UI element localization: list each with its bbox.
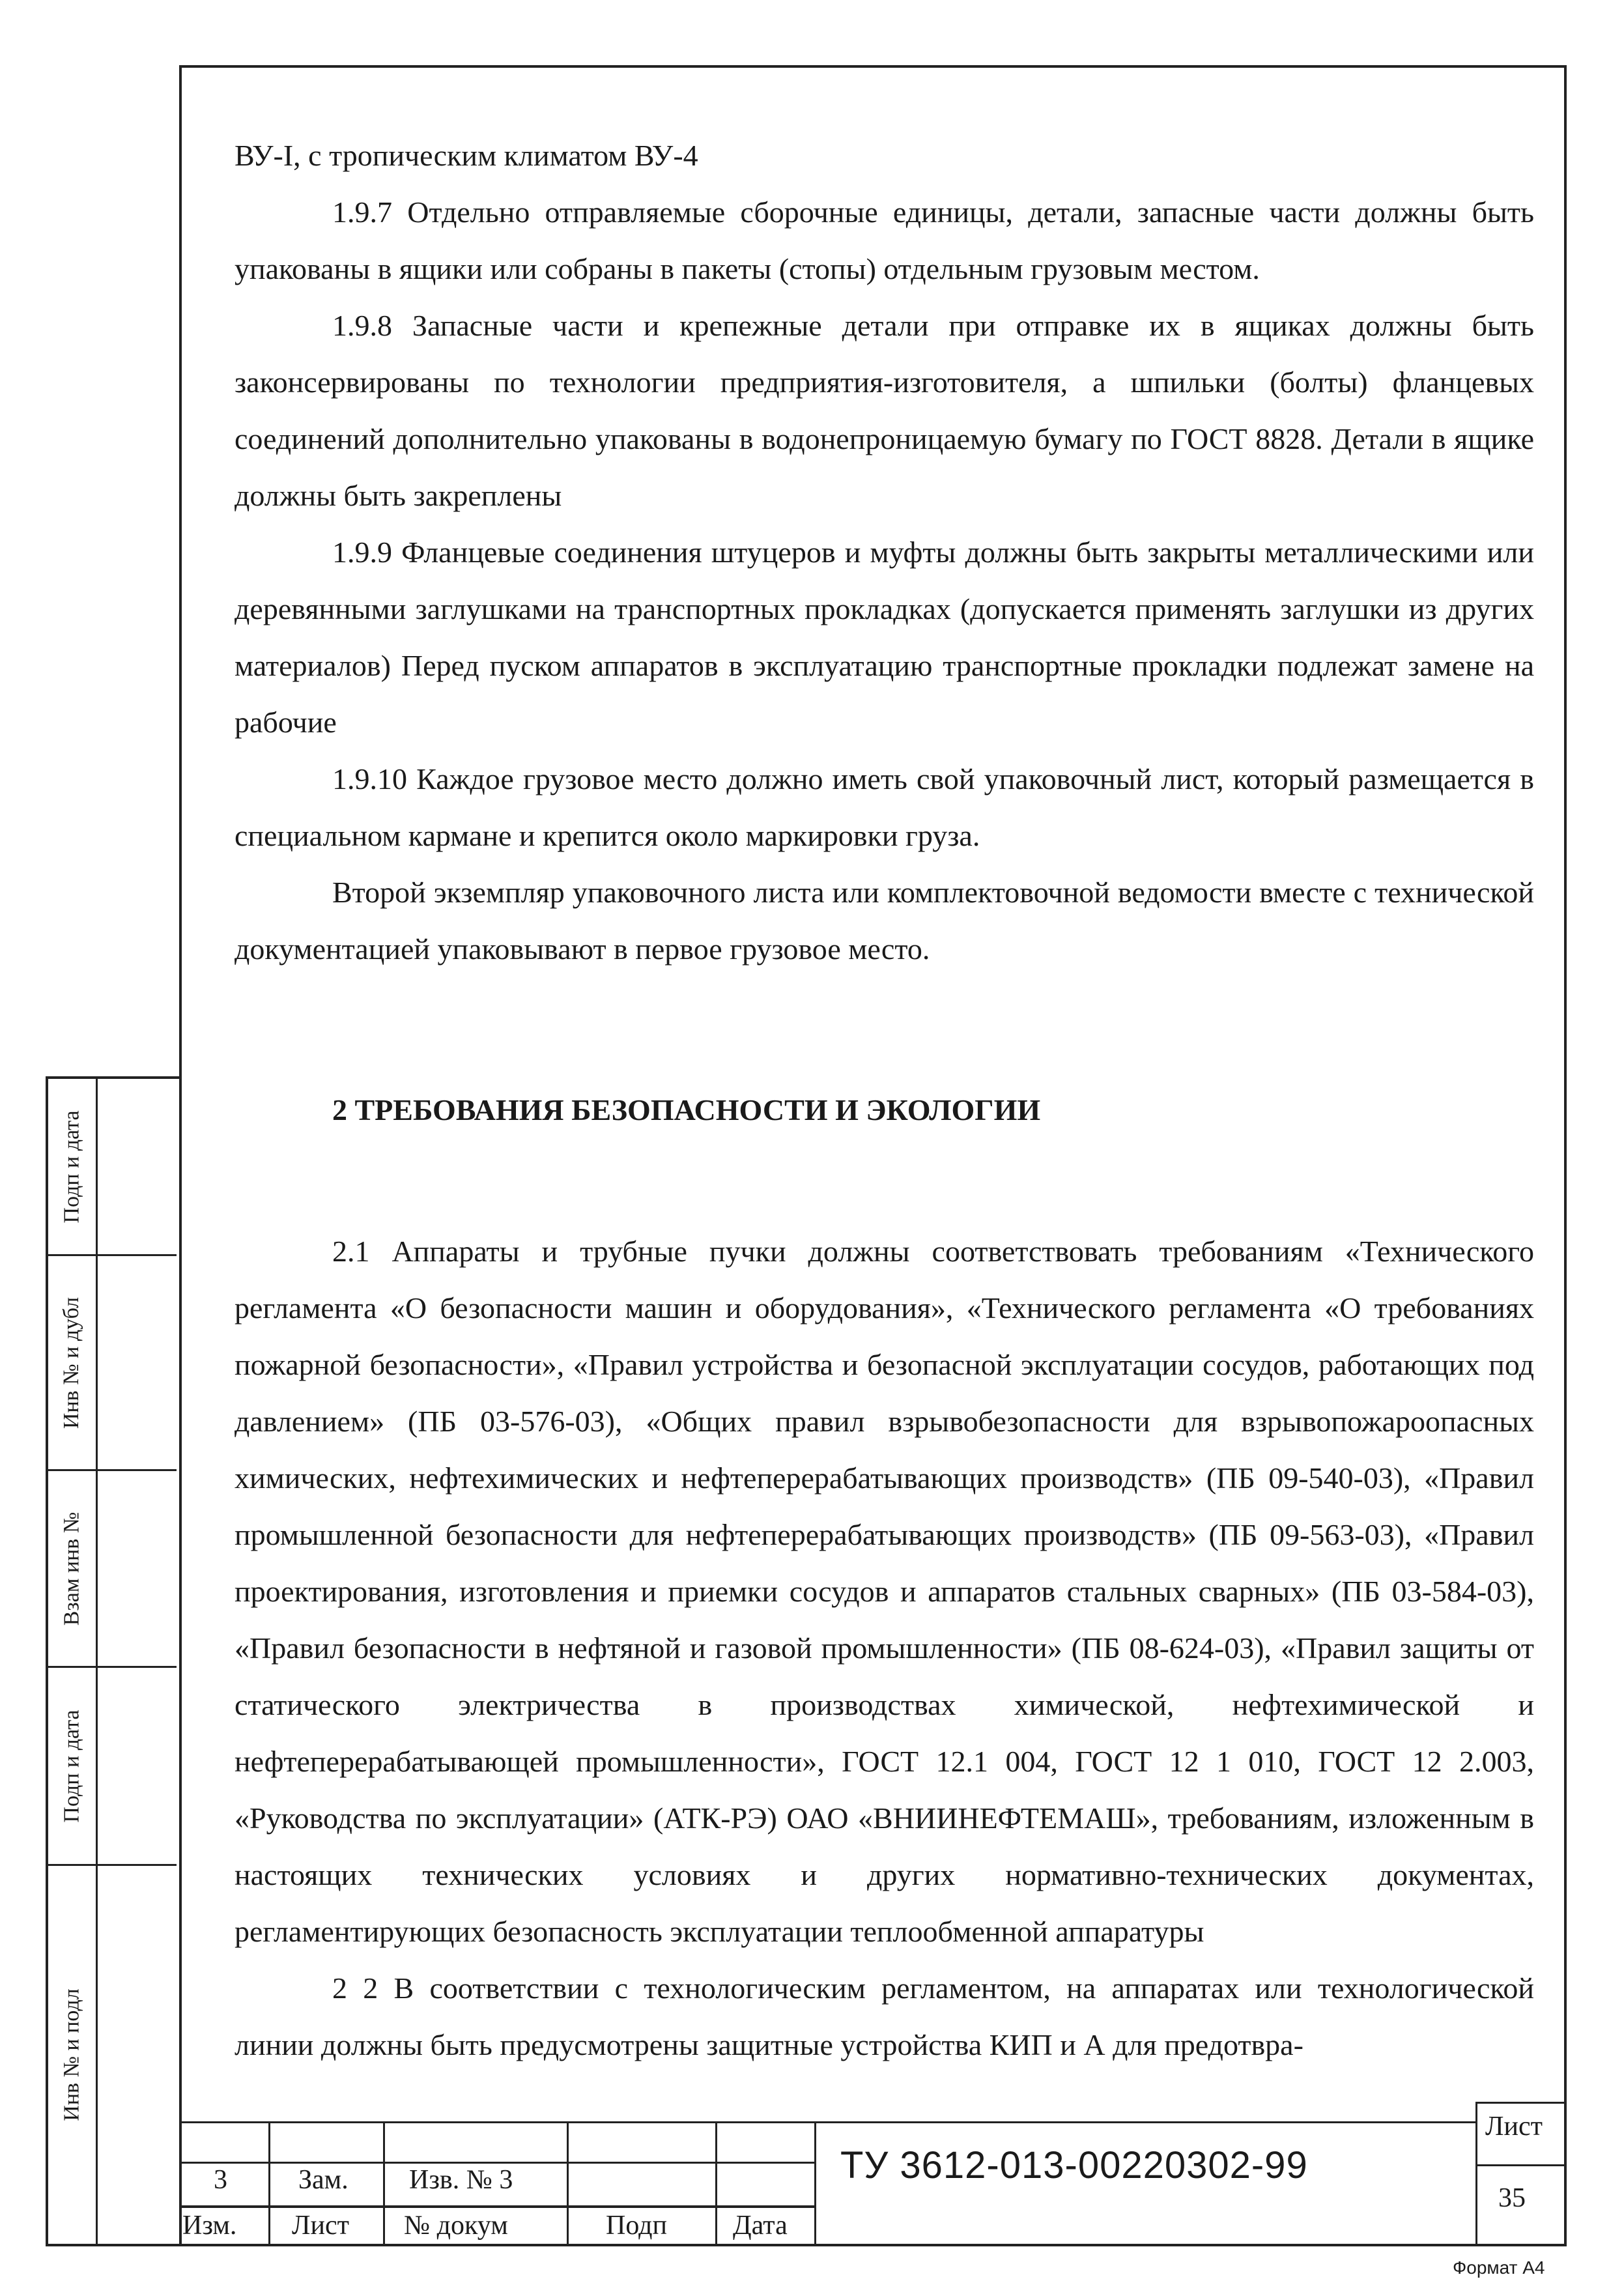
side-label-inv-dup: Инв № и дубл	[59, 1296, 84, 1429]
side-cell-inv-orig	[48, 1866, 177, 2244]
header-izm: Изм.	[182, 2211, 237, 2241]
side-label-inv-orig: Инв № и подл	[59, 1988, 84, 2121]
document-body	[235, 127, 1534, 2073]
side-cell-inv-dup	[48, 1256, 177, 1471]
side-cell-replace-inv	[48, 1471, 177, 1668]
format-label: Формат А4	[1453, 2257, 1545, 2278]
paragraph-1-9-9: 1.9.9 Фланцевые соединения штуцеров и муфты должны быть закрыты металлическими или деревянными заглушками на транспортных прокладках (допускается применять заглушки из других материалов) Перед пуском аппаратов в эксплуатацию транспортные прокладки подлежат замене на рабочие	[235, 536, 1534, 739]
header-date: Дата	[733, 2211, 788, 2241]
paragraph-1-9-7: 1.9.7 Отдельно отправляемые сборочные единицы, детали, запасные части должны быть упакованы в ящики или собраны в пакеты (стопы) отдельным грузовым местом.	[235, 195, 1534, 285]
paragraph-1-9-8: 1.9.8 Запасные части и крепежные детали при отправке их в ящиках должны быть законсервированы по технологии предприятия-изготовителя, а шпильки (болты) фланцевых соединений дополнительно упакованы в водонепроницаемую бумагу по ГОСТ 8828. Детали в ящике должны быть закреплены	[235, 309, 1534, 512]
document-code: ТУ 3612-013-00220302-99	[840, 2144, 1308, 2186]
paragraph-1-9-10: 1.9.10 Каждое грузовое место должно иметь свой упаковочный лист, который размещается в специальном кармане и крепится около маркировки груза.	[235, 762, 1534, 852]
side-cell-sign-date-1	[48, 1079, 177, 1256]
side-cell-sign-date-2	[48, 1668, 177, 1866]
sheet-label: Лист	[1485, 2112, 1543, 2142]
side-stamp-column	[46, 1076, 179, 2246]
paragraph-2-1: 2.1 Аппараты и трубные пучки должны соответствовать требованиям «Технического регламента «О безопасности машин и оборудования», «Технического регламента «О требованиях пожарной безопасности», «Правил устройства и безопасной эксплуатации сосудов, работающих под давлением» (ПБ 03-576-03), «Общих правил взрывобезопасности для взрывопожароопасных химических, нефтехимических и нефтеперерабатывающих производств» (ПБ 09-540-03), «Правил промышленной безопасности для нефтеперерабатывающих производств» (ПБ 09-563-03), «Правил проектирования, изготовления и приемки сосудов и аппаратов стальных сварных» (ПБ 03-584-03), «Правил безопасности в нефтяной и газовой промышленности» (ПБ 08-624-03), «Правил защиты от статического электричества в производствах химической, нефтехимической и нефтеперерабатывающей промышленности», ГОСТ 12.1 004, ГОСТ 12 1 010, ГОСТ 12 2.003, «Руководства по эксплуатации» (АТК-РЭ) ОАО «ВНИИНЕФТЕМАШ», требованиям, изложенным в настоящих технических условиях и других нормативно-технических документах, регламентирующих безопасность эксплуатации теплообменной аппаратуры	[235, 1235, 1534, 1948]
paragraph-2-2: 2 2 В соответствии с технологическим регламентом, на аппаратах или технологической линии должны быть предусмотрены защитные устройства КИП и А для предотвра-	[235, 1971, 1534, 2061]
header-signature: Подп	[606, 2211, 667, 2241]
section-heading: 2 ТРЕБОВАНИЯ БЕЗОПАСНОСТИ И ЭКОЛОГИИ	[332, 1093, 1041, 1126]
header-doc-number: № докум	[404, 2211, 508, 2241]
paragraph-0: ВУ-I, с тропическим климатом ВУ-4	[235, 139, 698, 172]
rev-type: Зам.	[298, 2165, 349, 2195]
paragraph-second-copy: Второй экземпляр упаковочного листа или комплектовочной ведомости вместе с технической документацией упаковывают в первое грузовое место.	[235, 876, 1534, 966]
side-label-sign-date-2: Подп и дата	[59, 1709, 84, 1823]
rev-notice: Изв. № 3	[409, 2165, 513, 2195]
header-list: Лист	[292, 2211, 349, 2241]
side-label-replace-inv: Взам инв №	[59, 1511, 84, 1626]
sheet-number: 35	[1498, 2183, 1526, 2213]
side-label-sign-date-1: Подп и дата	[59, 1110, 84, 1224]
rev-number: 3	[214, 2165, 227, 2195]
